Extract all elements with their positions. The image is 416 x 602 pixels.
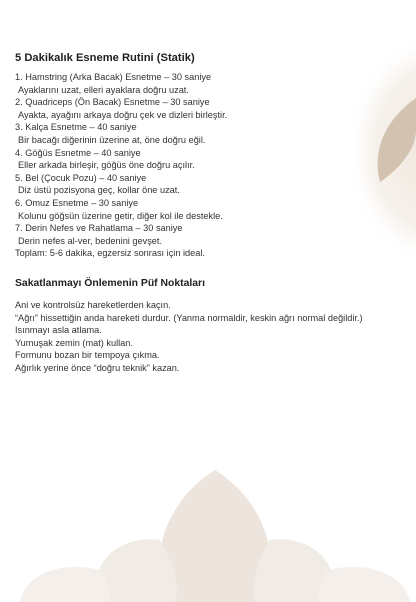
section-spacer — [15, 260, 405, 278]
stretch-instruction: Eller arkada birleşir, göğüs öne doğru açılır. — [18, 160, 195, 171]
stretch-instruction: Ayaklarını uzat, elleri ayaklara doğru uzat. — [18, 84, 189, 95]
tip-item: “Ağrı” hissettiğin anda hareketi durdur. (Yanma normaldir, keskin ağrı normal değildir.) — [15, 312, 363, 323]
stretch-instruction: Derin nefes al-ver, bedenini gevşet. — [18, 235, 163, 246]
tip-item: Isınmayı asla atlama. — [15, 325, 102, 336]
stretch-item: 3. Kalça Esnetme – 40 saniye — [15, 122, 137, 133]
stretch-item: 2. Quadriceps (Ön Bacak) Esnetme – 30 saniye — [15, 97, 210, 108]
stretch-instruction: Diz üstü pozisyona geç, kollar öne uzat. — [18, 185, 180, 196]
stretch-item: 4. Göğüs Esnetme – 40 saniye — [15, 147, 141, 158]
tip-item: Ağırlık yerine önce “doğru teknik” kazan. — [15, 362, 180, 373]
stretch-item: 7. Derin Nefes ve Rahatlama – 30 saniye — [15, 223, 183, 234]
stretch-item: 1. Hamstring (Arka Bacak) Esnetme – 30 saniye — [15, 72, 212, 82]
injury-tips-title: Sakatlanmayı Önlemenin Püf Noktaları — [15, 277, 205, 289]
tip-item: Yumuşak zemin (mat) kullan. — [15, 337, 133, 348]
stretch-instruction: Ayakta, ayağını arkaya doğru çek ve dizleri birleştir. — [18, 109, 228, 120]
stretch-routine-list — [15, 71, 405, 260]
tip-item: Ani ve kontrolsüz hareketlerden kaçın. — [15, 299, 171, 310]
lotus-petal-far-right — [319, 567, 410, 602]
document-content — [15, 52, 405, 374]
stretch-item: 5. Bel (Çocuk Pozu) – 40 saniye — [15, 172, 147, 183]
stretch-routine-title: 5 Dakikalık Esneme Rutini (Statik) — [15, 52, 195, 64]
lotus-petal-far-left — [20, 567, 109, 602]
injury-tips-list — [15, 299, 405, 375]
stretch-item: 6. Omuz Esnetme – 30 saniye — [15, 197, 139, 208]
stretch-item: Toplam: 5-6 dakika, egzersiz sonrası için ideal. — [15, 248, 205, 259]
stretch-instruction: Kolunu göğsün üzerine getir, diğer kol ile destekle. — [18, 210, 223, 221]
stretch-instruction: Bir bacağı diğerinin üzerine at, öne doğru eğil. — [18, 134, 206, 145]
tip-item: Formunu bozan bir tempoya çıkma. — [15, 350, 160, 361]
